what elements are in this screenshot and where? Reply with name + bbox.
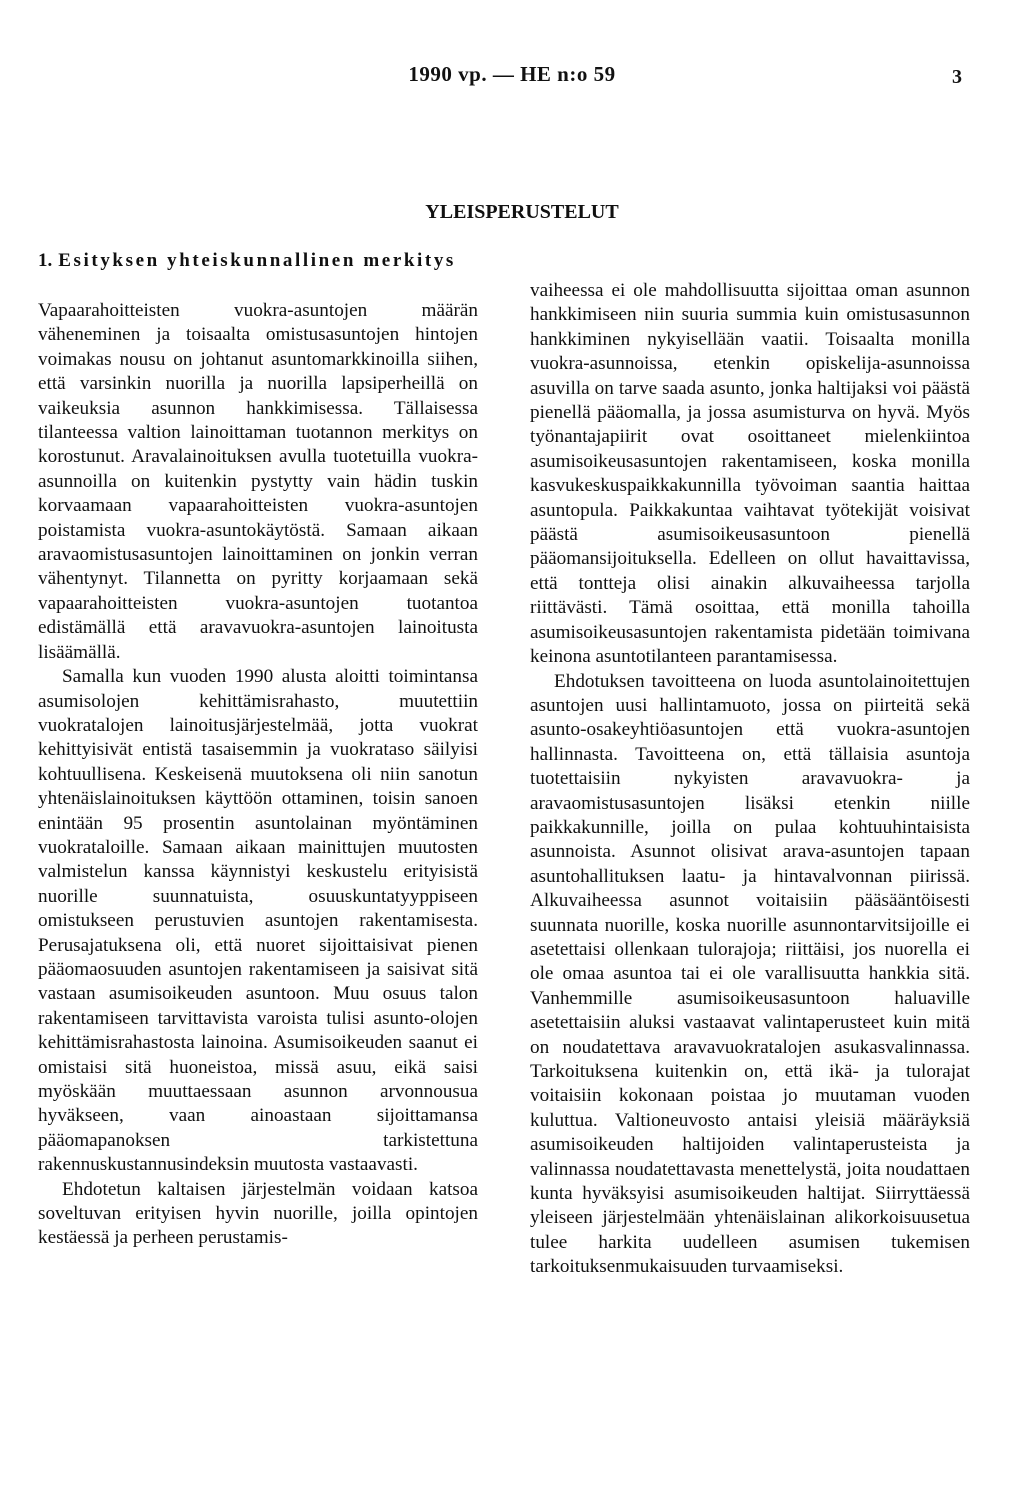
right-paragraph-1: vaiheessa ei ole mahdollisuutta sijoittaa oman asunnon hankkimiseen niin suuria summia kuin omistusasunnon hankkiminen nykyisellään vaatii. Toisaalta monilla vuokra-asunnoissa, etenkin opiskelija-asunnoissa asuvilla on tarve saada asunto, jonka haltijaksi voi päästä pienellä pääomalla, ja jossa asumisturva on hyvä. Myös työnantajapiirit ovat osoittaneet mielenkiintoa asumisoikeusasuntojen rakentamiseen, koska monilla kasvukeskuspaikkakunnilla työvoiman saantia haittaa asuntopula. Paikkakuntaa vaihtavat työtekijät voisivat päästä asumisoikeusasuntoon pienellä pääomansijoituksella. Edelleen on ollut havaittavissa, että tontteja olisi ainakin alkuvaiheessa tarjolla riittävästi. Tämä osoittaa, että monilla tahoilla asumisoikeusasuntojen rakentamista pidetään toimivana keinona asuntotilanteen parantamisessa.: [530, 280, 970, 668]
section-title: YLEISPERUSTELUT: [425, 201, 619, 223]
page-number: 3: [952, 66, 962, 88]
subsection-title: Esityksen yhteiskunnallinen merkitys: [58, 250, 456, 271]
left-paragraph-1: Vapaarahoitteisten vuokra-asuntojen määrän väheneminen ja toisaalta omistusasuntojen hintojen voimakas nousu on johtanut asuntomarkkinoilla siihen, että varsinkin nuorilla ja nuorilla lapsiperheillä on vaikeuksia asunnon hankkimisessa. Tällaisessa tilanteessa valtion lainoittaman tuotannon merkitys on korostunut. Aravalainoituksen avulla tuotetuilla vuokra-asunnoilla on kuitenkin pystytty vain hädin tuskin korvaamaan vapaarahoitteisten vuokra-asuntojen poistamista vuokra-asuntokäytöstä. Samaan aikaan aravaomistusasuntojen lainoittaminen on jonkin verran vähentynyt. Tilannetta on pyritty korjaamaan sekä vapaarahoitteisten vuokra-asuntojen tuotantoa edistämällä että aravavuokra-asuntojen lainoitusta lisäämällä.: [38, 300, 478, 663]
right-column: [530, 279, 970, 1280]
running-header: 1990 vp. — HE n:o 59: [408, 62, 616, 86]
subsection-heading: [38, 248, 478, 273]
subsection-number: 1.: [38, 250, 53, 271]
left-column: [38, 248, 478, 1251]
right-paragraph-2: Ehdotuksen tavoitteena on luoda asuntolainoitettujen asuntojen uusi hallintamuoto, jossa on piirteitä sekä asunto-osakeyhtiöasuntojen että vuokra-asuntojen hallinnasta. Tavoitteena on, että tällaisia asuntoja tuotettaisiin nykyisten aravavuokra- ja aravaomistusasuntojen lisäksi etenkin niille paikkakunnille, joilla on pulaa kohtuuhintaisista asunnoista. Asunnot olisivat arava-asuntojen tapaan asuntohallituksen laatu- ja hintavalvonnan piirissä. Alkuvaiheessa asunnot voitaisiin pääsääntöisesti suunnata nuorille, koska nuorille asunnontarvitsijoille ei asetettaisi ollenkaan tulorajoja; riittäisi, jos nuorella ei ole omaa asuntoa tai ei ole varallisuutta hankkia sitä. Vanhemmille asumisoikeusasuntoon haluaville asetettaisiin aluksi vastaavat valintaperusteet kuin mitä on noudatettava aravavuokratalojen asukasvalinnassa. Tarkoituksena kuitenkin on, että ikä- ja tulorajat voitaisiin kokonaan poistaa jo muutaman vuoden kuluttua. Valtioneuvosto antaisi yleisiä määräyksiä asumisoikeuden haltijoiden valintaperusteista ja valinnassa noudatettavasta menettelystä, joita noudattaen kunta hyväksyisi asumisoikeuden haltijat. Siirryttäessä yleiseen järjestelmään yhtenäislainan alikorkoisuusetua tulee harkita uudelleen asumisen tukemisen tarkoituksenmukaisuuden turvaamiseksi.: [530, 670, 970, 1278]
left-paragraph-2: Samalla kun vuoden 1990 alusta aloitti toimintansa asumisolojen kehittämisrahasto, muutettiin vuokratalojen lainoitusjärjestelmää, jotta vuokrat kehittyisivät entistä tasaisemmin ja vuokrataso säilyisi kohtuullisena. Keskeisenä muutoksena oli niin sanotun yhtenäislainoituksen käyttöön ottaminen, toisin sanoen enintään 95 prosentin asuntolainan myöntäminen vuokrataloille. Samaan aikaan mainittujen muutosten valmistelun kanssa käynnistyi keskustelu erityisistä nuorille suunnatuista, osuuskuntatyyppiseen omistukseen perustuvien asuntojen rakentamisesta. Perusajatuksena oli, että nuoret sijoittaisivat pienen pääomaosuuden asuntojen rakentamiseen ja saisivat sitä vastaan asumisoikeuden asuntoon. Muu osuus talon rakentamiseen tarvittavista varoista tulisi asunto-olojen kehittämisrahastosta lainoina. Asumisoikeuden saanut ei omistaisi sitä huoneistoa, missä asuu, eikä saisi myöskään muuttaessaan asunnon arvonnousua hyväkseen, vaan ainoastaan sijoittamansa pääomapanoksen tarkistettuna rakennuskustannusindeksin muutosta vastaavasti.: [38, 666, 478, 1176]
left-paragraph-3: Ehdotetun kaltaisen järjestelmän voidaan katsoa soveltuvan erityisen hyvin nuorille, joilla opintojen kestäessä ja perheen perustamis-: [38, 1178, 478, 1249]
